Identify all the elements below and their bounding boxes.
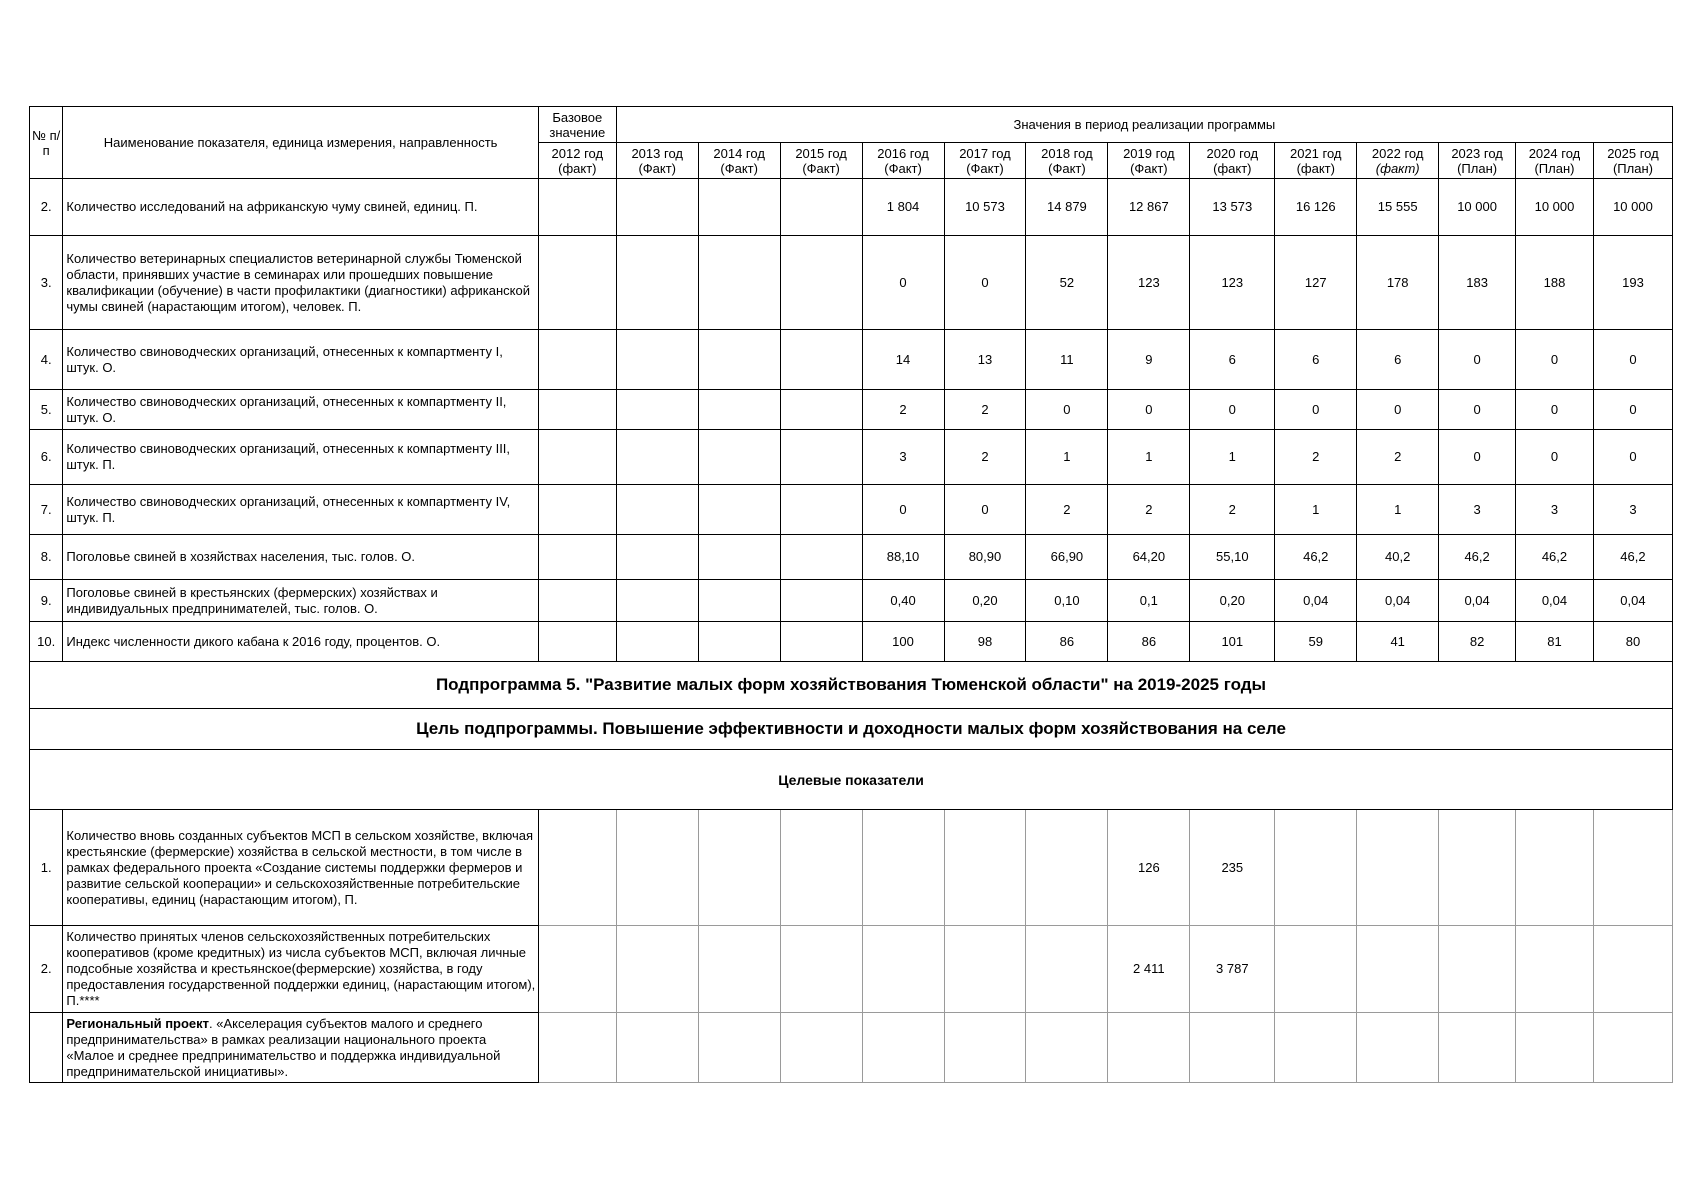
value-cell: 0,04 [1516,580,1594,622]
value-cell [1593,810,1672,926]
indicator-name-text: Количество свиноводческих организаций, отнесенных к компартменту I, штук. О. [66,343,503,375]
value-cell [616,810,698,926]
indicator-name [63,430,538,485]
value-cell [780,179,862,236]
row-number: 7. [30,485,63,535]
table-row [30,535,1673,580]
value-cell: 9 [1108,330,1190,390]
value-cell [616,622,698,662]
value-cell [698,390,780,430]
indicator-name-text: Количество свиноводческих организаций, отнесенных к компартменту II, штук. О. [66,393,507,425]
value-cell: 0 [1593,430,1672,485]
value-cell: 123 [1190,236,1275,330]
value-cell [862,1013,944,1083]
value-cell [698,430,780,485]
value-cell: 46,2 [1593,535,1672,580]
value-cell: 10 573 [944,179,1026,236]
indicator-name-text: Количество свиноводческих организаций, отнесенных к компартменту IV, штук. П. [66,493,511,525]
header-num: № п/п [30,107,63,179]
indicator-name [63,390,538,430]
header-year-label: 2014 год [713,145,765,161]
targets-title: Целевые показатели [30,750,1673,810]
value-cell [616,236,698,330]
value-cell [1357,810,1439,926]
header-year-type: (факт) [558,160,597,176]
value-cell [538,236,616,330]
value-cell [538,330,616,390]
value-cell: 40,2 [1357,535,1439,580]
value-cell [538,810,616,926]
value-cell: 13 573 [1190,179,1275,236]
row-number: 2. [30,179,63,236]
value-cell: 0 [1108,390,1190,430]
value-cell [616,179,698,236]
header-year [698,143,780,179]
value-cell: 101 [1190,622,1275,662]
value-cell: 0 [1516,430,1594,485]
header-year-label: 2016 год [877,145,929,161]
value-cell [780,622,862,662]
value-cell [1516,926,1594,1013]
value-cell: 0 [1516,390,1594,430]
row-number: 4. [30,330,63,390]
value-cell [1439,926,1516,1013]
header-year [780,143,862,179]
table-body-pigs [30,179,1673,662]
indicator-name-text: Количество ветеринарных специалистов ветеринарной службы Тюменской области, принявших участие в семинарах или прошедших повышение квалификации (обучение) в части профилактики (диагностики) африканской чумы свиней (нарастающим итогом), человек. П. [66,250,530,314]
value-cell: 6 [1357,330,1439,390]
value-cell: 2 [1108,485,1190,535]
table-row [30,810,1673,926]
header-year [1026,143,1108,179]
value-cell [780,810,862,926]
value-cell: 66,90 [1026,535,1108,580]
row-number: 1. [30,810,63,926]
value-cell: 14 [862,330,944,390]
header-year-label: 2015 год [795,145,847,161]
value-cell [1026,810,1108,926]
value-cell: 0 [1593,330,1672,390]
value-cell: 100 [862,622,944,662]
row-number: 3. [30,236,63,330]
value-cell [616,390,698,430]
indicator-name-bold: Региональный проект [66,1015,210,1031]
header-year [944,143,1026,179]
table-row [30,236,1673,330]
value-cell [1108,1013,1190,1083]
value-cell: 0 [862,236,944,330]
header-year-type: (факт) [1375,160,1420,176]
value-cell [862,810,944,926]
value-cell [1516,810,1594,926]
header-year-type: (факт) [1213,160,1252,176]
value-cell [538,179,616,236]
value-cell [780,430,862,485]
value-cell: 3 [1593,485,1672,535]
value-cell [1593,1013,1672,1083]
value-cell [1593,926,1672,1013]
indicator-name [63,926,538,1013]
table-row [30,330,1673,390]
row-number: 2. [30,926,63,1013]
header-year-label: 2013 год [631,145,683,161]
value-cell: 3 787 [1190,926,1275,1013]
header-year-label: 2017 год [959,145,1011,161]
table-row [30,1013,1673,1083]
value-cell: 13 [944,330,1026,390]
indicator-name-text: Количество принятых членов сельскохозяйственных потребительских кооперативов (кроме кредитных) из числа субъектов МСП, включая личные подсобные хозяйства и крестьянское(фермерские) хозяйства, в году предоставления государственной поддержки единиц, (нарастающим итогом), П.**** [66,929,536,1008]
header-year-type: (Факт) [1130,160,1168,176]
table-row [30,430,1673,485]
value-cell: 64,20 [1108,535,1190,580]
value-cell [538,430,616,485]
header-year [862,143,944,179]
value-cell: 3 [1439,485,1516,535]
indicator-name [63,580,538,622]
value-cell [944,1013,1026,1083]
header-year-label: 2023 год [1451,145,1503,161]
value-cell: 11 [1026,330,1108,390]
indicator-name-text: . «Акселерация субъектов малого и среднего предпринимательства» в рамках реализации национального проекта «Малое и среднее предпринимательство и поддержка индивидуальной предпринимательской инициативы». [66,1015,501,1079]
value-cell: 178 [1357,236,1439,330]
value-cell [780,485,862,535]
value-cell: 88,10 [862,535,944,580]
value-cell: 3 [862,430,944,485]
value-cell: 127 [1275,236,1357,330]
value-cell [538,622,616,662]
indicator-name [63,535,538,580]
value-cell: 235 [1190,810,1275,926]
table-row [30,622,1673,662]
header-year [616,143,698,179]
value-cell: 2 [862,390,944,430]
value-cell [698,535,780,580]
value-cell [616,330,698,390]
value-cell: 0,04 [1593,580,1672,622]
value-cell: 0 [1275,390,1357,430]
value-cell [616,430,698,485]
header-year [1516,143,1594,179]
value-cell: 0,10 [1026,580,1108,622]
table-row [30,580,1673,622]
value-cell [538,535,616,580]
value-cell: 10 000 [1593,179,1672,236]
value-cell: 1 804 [862,179,944,236]
value-cell [698,1013,780,1083]
value-cell: 1 [1357,485,1439,535]
header-year-label: 2012 год [551,145,604,161]
value-cell [698,810,780,926]
value-cell [1357,926,1439,1013]
value-cell: 46,2 [1516,535,1594,580]
value-cell [616,1013,698,1083]
row-number: 5. [30,390,63,430]
value-cell: 0 [1439,330,1516,390]
indicator-name-text: Количество вновь созданных субъектов МСП в сельском хозяйстве, включая крестьянские (фермерские) хозяйства в сельской местности, в том числе в рамках федерального проекта «Создание системы поддержки фермеров и развитие сельской кооперации» и сельскохозяйственные потребительские кооперативы, единиц (нарастающим итогом), П. [66,827,534,907]
row-number: 10. [30,622,63,662]
indicator-name [63,622,538,662]
value-cell [1026,1013,1108,1083]
value-cell: 0 [944,236,1026,330]
value-cell: 2 [944,390,1026,430]
value-cell [616,580,698,622]
value-cell: 98 [944,622,1026,662]
value-cell: 0,04 [1357,580,1439,622]
value-cell: 6 [1190,330,1275,390]
value-cell [616,926,698,1013]
row-number: 8. [30,535,63,580]
value-cell: 2 [1275,430,1357,485]
value-cell: 0 [1516,330,1594,390]
indicator-name-text: Поголовье свиней в хозяйствах населения, тыс. голов. О. [66,549,416,564]
indicators-table [29,106,1673,1083]
value-cell: 0,1 [1108,580,1190,622]
value-cell: 193 [1593,236,1672,330]
value-cell: 0,20 [944,580,1026,622]
value-cell: 0,04 [1439,580,1516,622]
row-number [30,1013,63,1083]
value-cell: 55,10 [1190,535,1275,580]
indicator-name [63,485,538,535]
value-cell [1275,810,1357,926]
value-cell: 0 [1439,390,1516,430]
value-cell: 10 000 [1439,179,1516,236]
value-cell [780,330,862,390]
value-cell [780,236,862,330]
value-cell: 2 [1357,430,1439,485]
value-cell: 1 [1026,430,1108,485]
table-row [30,485,1673,535]
value-cell: 0 [944,485,1026,535]
table-row [30,179,1673,236]
value-cell: 3 [1516,485,1594,535]
value-cell: 0 [1357,390,1439,430]
value-cell [698,580,780,622]
header-year-label: 2025 год [1607,145,1659,161]
value-cell: 0 [1026,390,1108,430]
header-year-type: (План) [1612,160,1653,176]
value-cell: 0 [1190,390,1275,430]
header-year-type: (Факт) [638,160,676,176]
value-cell: 59 [1275,622,1357,662]
header-year [1275,143,1357,179]
value-cell [698,485,780,535]
header-year-label: 2024 год [1528,145,1581,161]
indicator-name-text: Количество свиноводческих организаций, отнесенных к компартменту III, штук. П. [66,441,511,472]
value-cell [1190,1013,1275,1083]
header-year-type: (Факт) [966,160,1004,176]
value-cell: 1 [1190,430,1275,485]
header-year [538,143,616,179]
value-cell [1026,926,1108,1013]
value-cell: 0 [1439,430,1516,485]
value-cell: 0,40 [862,580,944,622]
value-cell [1439,810,1516,926]
value-cell [698,622,780,662]
header-year-label: 2020 год [1206,145,1259,161]
table-row [30,390,1673,430]
row-number: 9. [30,580,63,622]
value-cell: 16 126 [1275,179,1357,236]
indicator-name-text: Индекс численности дикого кабана к 2016 году, процентов. О. [66,633,441,649]
value-cell: 2 [1190,485,1275,535]
row-number: 6. [30,430,63,485]
value-cell [1275,1013,1357,1083]
value-cell [1275,926,1357,1013]
value-cell [698,236,780,330]
value-cell [780,390,862,430]
value-cell: 81 [1516,622,1594,662]
value-cell [944,926,1026,1013]
header-year [1357,143,1439,179]
indicator-name-text: Поголовье свиней в крестьянских (фермерских) хозяйствах и индивидуальных предпринимателей, тыс. голов. О. [66,584,438,616]
value-cell: 126 [1108,810,1190,926]
header-year-type: (Факт) [720,160,758,176]
header-year [1593,143,1672,179]
value-cell: 52 [1026,236,1108,330]
header-year-type: (факт) [1296,160,1335,176]
value-cell [538,926,616,1013]
value-cell [1439,1013,1516,1083]
indicator-name [63,236,538,330]
value-cell: 2 [944,430,1026,485]
value-cell: 41 [1357,622,1439,662]
value-cell [538,390,616,430]
value-cell [538,1013,616,1083]
value-cell: 80 [1593,622,1672,662]
value-cell [944,810,1026,926]
header-year-type: (План) [1534,160,1575,176]
value-cell: 2 [1026,485,1108,535]
header-base: Базовое значение [538,107,616,143]
value-cell [616,485,698,535]
header-year-label: 2018 год [1041,145,1093,161]
header-year-label: 2022 год [1371,145,1424,161]
header-year-type: (Факт) [802,160,840,176]
indicator-name-text: Количество исследований на африканскую чуму свиней, единиц. П. [66,199,478,214]
header-year-type: (Факт) [884,160,922,176]
value-cell [698,926,780,1013]
value-cell: 188 [1516,236,1594,330]
value-cell [862,926,944,1013]
value-cell: 86 [1108,622,1190,662]
indicator-name [63,1013,538,1083]
value-cell: 10 000 [1516,179,1594,236]
value-cell [1516,1013,1594,1083]
value-cell: 80,90 [944,535,1026,580]
value-cell: 2 411 [1108,926,1190,1013]
value-cell: 15 555 [1357,179,1439,236]
value-cell: 14 879 [1026,179,1108,236]
value-cell [698,330,780,390]
value-cell: 1 [1108,430,1190,485]
section-header [30,662,1673,810]
table-row [30,926,1673,1013]
subprogram-title: Подпрограмма 5. "Развитие малых форм хозяйствования Тюменской области" на 2019-2025 годы [30,662,1673,709]
value-cell: 46,2 [1439,535,1516,580]
value-cell: 12 867 [1108,179,1190,236]
indicator-name [63,179,538,236]
header-year [1108,143,1190,179]
value-cell: 123 [1108,236,1190,330]
header-year-label: 2021 год [1289,145,1342,161]
value-cell: 0 [1593,390,1672,430]
value-cell: 46,2 [1275,535,1357,580]
value-cell: 1 [1275,485,1357,535]
value-cell [780,1013,862,1083]
header-year-type: (План) [1457,160,1498,176]
indicator-name [63,810,538,926]
value-cell: 0,20 [1190,580,1275,622]
indicator-name [63,330,538,390]
value-cell [616,535,698,580]
value-cell [780,580,862,622]
header-name: Наименование показателя, единица измерения, направленность [63,107,538,179]
goal-title: Цель подпрограммы. Повышение эффективности и доходности малых форм хозяйствования на селе [30,709,1673,750]
value-cell: 82 [1439,622,1516,662]
value-cell: 6 [1275,330,1357,390]
value-cell: 183 [1439,236,1516,330]
header-period: Значения в период реализации программы [616,107,1672,143]
value-cell [538,580,616,622]
header-year-type: (Факт) [1048,160,1086,176]
header-year-label: 2019 год [1123,145,1175,161]
value-cell: 0,04 [1275,580,1357,622]
table-header [30,107,1673,179]
header-year [1190,143,1275,179]
value-cell [780,926,862,1013]
value-cell [538,485,616,535]
value-cell: 86 [1026,622,1108,662]
value-cell [780,535,862,580]
header-year [1439,143,1516,179]
value-cell [698,179,780,236]
value-cell [1357,1013,1439,1083]
table-body-small-forms [30,810,1673,1083]
value-cell: 0 [862,485,944,535]
